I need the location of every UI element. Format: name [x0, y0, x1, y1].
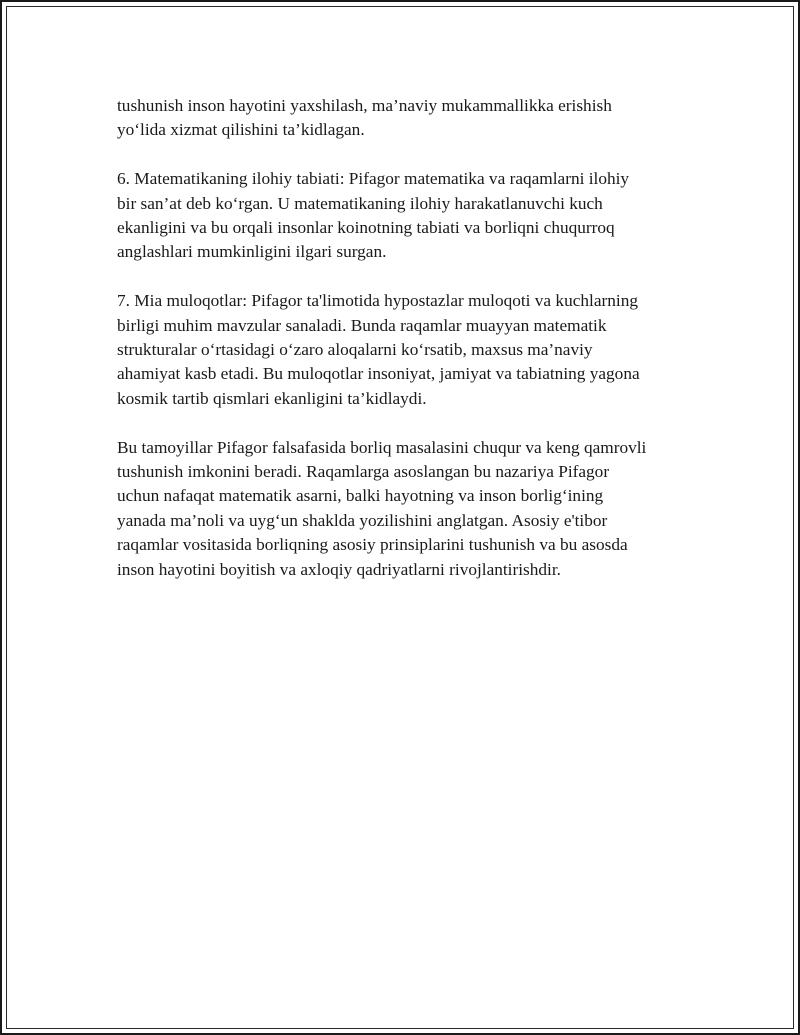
text-line: yo‘lida xizmat qilishini ta’kidlagan. [117, 120, 365, 140]
text-line: tushunish imkonini beradi. Raqamlarga asoslangan bu nazariya Pifagor [117, 462, 610, 482]
paragraph-conclusion [117, 436, 707, 582]
text-line: tushunish inson hayotini yaxshilash, ma’naviy mukammallikka erishish [117, 96, 612, 115]
text-line: 7. Mia muloqotlar: Pifagor ta'limotida hypostazlar muloqoti va kuchlarning [117, 291, 638, 311]
text-line: strukturalar o‘rtasidagi o‘zaro aloqalarni ko‘rsatib, maxsus ma’naviy [117, 340, 593, 360]
text-line: inson hayotini boyitish va axloqiy qadriyatlarni rivojlantirishdir. [117, 559, 561, 579]
text-line: birligi muhim mavzular sanaladi. Bunda raqamlar muayyan matematik [117, 315, 607, 335]
text-line: ekanligini va bu orqali insonlar koinotning tabiati va borliqni chuqurroq [117, 218, 615, 238]
paragraph-point-7 [117, 289, 707, 411]
text-line: raqamlar vositasida borliqning asosiy prinsiplarini tushunish va bu asosda [117, 535, 628, 555]
text-line: bir san’at deb ko‘rgan. U matematikaning ilohiy harakatlanuvchi kuch [117, 193, 603, 213]
text-line: yanada ma’noli va uyg‘un shaklda yozilishini anglatgan. Asosiy e'tibor [117, 510, 608, 530]
paragraph-point-6 [117, 167, 707, 265]
text-line: uchun nafaqat matematik asarni, balki hayotning va inson borlig‘ining [117, 486, 604, 506]
text-line: Bu tamoyillar Pifagor falsafasida borliq masalasini chuqur va keng qamrovli [117, 437, 647, 457]
text-line: 6. Matematikaning ilohiy tabiati: Pifagor matematika va raqamlarni ilohiy [117, 169, 630, 189]
text-line: kosmik tartib qismlari ekanligini ta’kidlaydi. [117, 388, 427, 408]
paragraph-continuation [117, 94, 707, 143]
text-line: anglashlari mumkinligini ilgari surgan. [117, 242, 387, 262]
document-body [117, 94, 707, 606]
text-line: ahamiyat kasb etadi. Bu muloqotlar insoniyat, jamiyat va tabiatning yagona [117, 364, 640, 384]
